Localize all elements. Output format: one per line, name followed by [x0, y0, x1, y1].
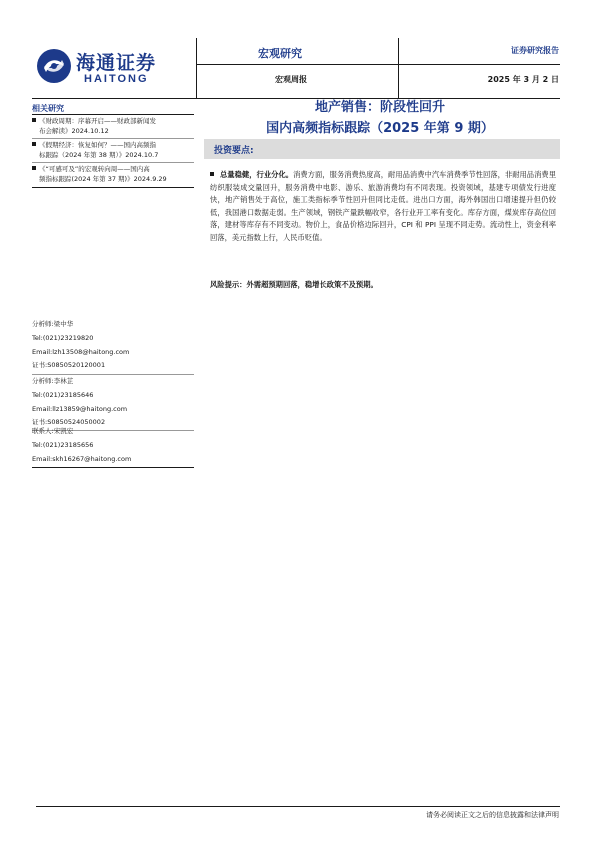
report-category: 宏观研究 — [258, 47, 302, 60]
header-divider-right — [398, 38, 399, 98]
bullet-icon — [210, 172, 214, 176]
report-subcategory: 宏观周报 — [275, 75, 307, 84]
analyst-tel: Tel:(021)23219820 — [32, 333, 94, 342]
bullet-icon — [32, 166, 36, 170]
summary-headline: 总量稳健，行业分化。 — [220, 170, 294, 179]
analyst-block — [32, 375, 194, 430]
related-divider — [32, 138, 194, 139]
footer-rule — [36, 806, 560, 807]
analyst-email[interactable]: Email:llz13859@haitong.com — [32, 404, 128, 413]
header-mid-rule — [196, 64, 560, 65]
key-points-header — [204, 139, 560, 159]
risk-warning: 风险提示：外需超预期回落，稳增长政策不及预期。 — [210, 280, 378, 289]
summary-body: 消费方面，服务消费热度高，耐用品消费中汽车消费季节性回落，非耐用品消费里纺织服装成交量回升，服务消费中电影、游乐、旅游消费均有不同表现。投资领域，基建专项债发行进度快，地产销售处于高位，施工类指标季节性回升但同比走低。进出口方面，海外韩国出口增速提升但仍较低，我国港口数据走弱。生产领域，钢铁产量跌幅收窄，各行业开工率有变化。库存方面，煤炭库存高位回落，建材等库存有不同变动。物价上，食品价格边际回升，CPI 和 PPI 呈现不同走势。流动性上，资金利率回落，美元指数上行，人民币贬值。 — [210, 170, 557, 242]
related-title-rule — [32, 114, 194, 115]
report-date: 2025 年 3 月 2 日 — [487, 75, 559, 84]
bullet-icon — [32, 142, 36, 146]
haitong-logo-icon — [36, 48, 72, 84]
analyst-tel: Tel:(021)23185646 — [32, 390, 94, 399]
company-logo — [36, 44, 186, 94]
analyst-email[interactable]: Email:lzh13508@haitong.com — [32, 347, 130, 356]
related-divider — [32, 162, 194, 163]
logo-english-name: HAITONG — [84, 73, 149, 85]
sidebar-bottom-rule — [32, 467, 194, 468]
analyst-block — [32, 318, 194, 373]
report-type: 证券研究报告 — [511, 46, 559, 55]
contact-tel: Tel:(021)23185656 — [32, 440, 94, 449]
key-points-label: 投资要点: — [214, 146, 254, 156]
logo-chinese-name: 海通证券 — [76, 52, 157, 74]
report-title: 地产销售：阶段性回升 — [314, 100, 445, 115]
analyst-cert: 证书:S0850524050002 — [32, 418, 106, 427]
contact-email[interactable]: Email:skh16267@haitong.com — [32, 454, 132, 463]
related-item[interactable]: 《财政周期：序幕开启——财政部新闻发 布会解读》2024.10.12 — [32, 116, 194, 136]
report-subtitle: 国内高频指标跟踪（2025 年第 9 期） — [266, 121, 494, 136]
summary-paragraph — [210, 169, 556, 245]
related-research-title: 相关研究 — [32, 104, 64, 113]
header-divider-left — [196, 38, 197, 98]
bullet-icon — [32, 118, 36, 122]
related-item[interactable]: 《假期经济：恢复如何？——国内高频指 标跟踪（2024 年第 38 期）》2024.10.7 — [32, 140, 194, 160]
analyst-name: 分析师:梁中华 — [32, 320, 74, 328]
analyst-name: 分析师:李林芷 — [32, 377, 74, 385]
related-item[interactable]: 《“可感可及”的宏观转向周——国内高 频指标跟踪(2024 年第 37 期)》2024.9.29 — [32, 164, 194, 184]
related-bottom-rule — [32, 187, 194, 188]
footer-disclaimer: 请务必阅读正文之后的信息披露和法律声明 — [426, 811, 559, 819]
contact-block — [32, 425, 194, 466]
analyst-cert: 证书:S0850520120001 — [32, 361, 106, 370]
contact-name: 联系人:宋凯宏 — [32, 427, 74, 435]
